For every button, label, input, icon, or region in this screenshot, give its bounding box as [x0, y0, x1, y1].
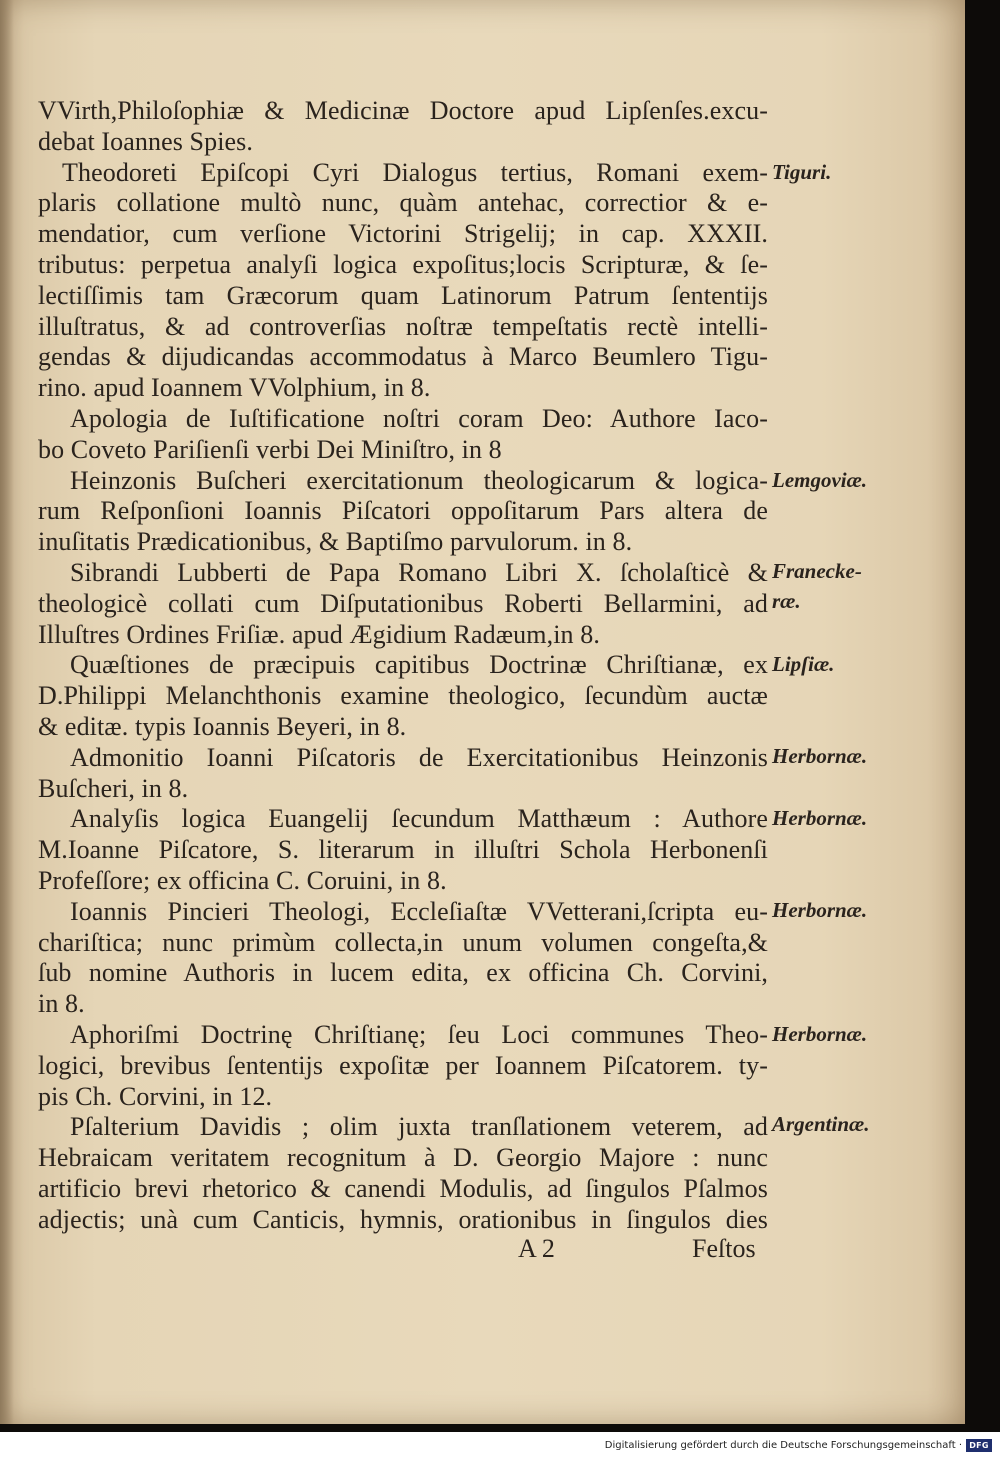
text-line: bo Coveto Pariſienſi verbi Dei Miniſtro, in 8: [38, 434, 502, 464]
margin-note-place: Herbornæ.: [772, 806, 868, 830]
text-line: M.Ioanne Piſcatore, S. literarum in illuſtri Schola Herbonenſi: [38, 835, 768, 865]
text-line: Aphoriſmi Doctrinę Chriſtianę; ſeu Loci communes Theo-: [70, 1019, 768, 1049]
text-line: Theodoreti Epiſcopi Cyri Dialogus tertius, Romani exem-: [62, 157, 768, 187]
text-line: D.Philippi Melanchthonis examine theologico, ſecundùm auctæ: [38, 681, 768, 711]
text-line: Admonitio Ioanni Piſcatoris de Exercitationibus Heinzonis: [70, 742, 768, 772]
text-line: plaris collatione multò nunc, quàm antehac, correctior & e-: [38, 188, 768, 218]
margin-note-place: Tiguri.: [772, 160, 832, 184]
text-line: in 8.: [38, 989, 85, 1019]
text-line: artificio brevi rhetorico & canendi Modulis, ad ſingulos Pſalmos: [38, 1173, 768, 1203]
text-line: debat Ioannes Spies.: [38, 126, 254, 156]
margin-note-place: Franecke-: [772, 559, 862, 583]
text-line: gendas & dijudicandas accommodatus à Marco Beumlero Tigu-: [38, 342, 768, 372]
text-line: Pſalterium Davidis ; olim juxta tranſlationem veterem, ad: [70, 1112, 768, 1142]
margin-note-place: ræ.: [772, 589, 801, 613]
text-line: chariſtica; nunc primùm collecta,in unum volumen congeſta,&: [38, 927, 768, 957]
text-line: Apologia de Iuſtificatione noſtri coram Deo: Authore Iaco-: [70, 403, 768, 433]
dfg-logo-icon: DFG: [966, 1439, 992, 1452]
text-line: Heinzonis Buſcheri exercitationum theologicarum & logica-: [70, 465, 768, 495]
text-line: illuſtratus, & ad controverſias noſtræ tempeſtatis rectè intelli-: [38, 311, 768, 341]
text-line: lectiſſimis tam Græcorum quam Latinorum Patrum ſententijs: [38, 280, 768, 310]
credit-bar: [0, 1432, 1000, 1460]
text-line: mendatior, cum verſione Victorini Strigelij; in cap. XXXII.: [38, 219, 768, 249]
text-line: rum Reſponſioni Ioannis Piſcatori oppoſitarum Pars altera de: [38, 496, 768, 526]
funding-credit: Digitalisierung gefördert durch die Deutsche Forschungsgemeinschaft ·: [604, 1440, 962, 1451]
margin-note-place: Argentinæ.: [772, 1112, 870, 1136]
text-line: theologicè collati cum Diſputationibus Roberti Bellarmini, ad: [38, 588, 768, 618]
text-line: inuſitatis Prædicationibus, & Baptiſmo parvulorum. in 8.: [38, 527, 633, 557]
margin-note-place: Lipſiæ.: [772, 652, 835, 676]
signature-mark: A 2: [518, 1234, 555, 1263]
text-line: pis Ch. Corvini, in 12.: [38, 1081, 273, 1111]
text-line: Sibrandi Lubberti de Papa Romano Libri X. ſcholaſticè &: [70, 557, 768, 587]
main-text: [38, 96, 768, 1235]
text-line: adjectis; unà cum Canticis, hymnis, orationibus in ſingulos dies: [38, 1204, 768, 1234]
text-line: logici, brevibus ſententijs expoſitæ per Ioannem Piſcatorem. ty-: [38, 1050, 768, 1080]
margin-note-place: Herbornæ.: [772, 744, 868, 768]
text-line: Ioannis Pincieri Theologi, Eccleſiaſtæ VVetterani,ſcripta eu-: [70, 896, 768, 926]
text-line: rino. apud Ioannem VVolphium, in 8.: [38, 373, 431, 403]
text-line: Analyſis logica Euangelij ſecundum Matthæum : Authore: [70, 804, 768, 834]
text-line: tributus: perpetua analyſi logica expoſitus;locis Scripturæ, & ſe-: [38, 249, 768, 279]
margin-note-place: Herbornæ.: [772, 1022, 868, 1046]
text-line: & editæ. typis Ioannis Beyeri, in 8.: [38, 711, 407, 741]
text-line: Hebraicam veritatem recognitum à D. Georgio Majore : nunc: [38, 1143, 768, 1173]
margin-note-place: Lemgoviæ.: [772, 468, 868, 492]
text-line: Profeſſore; ex officina C. Coruini, in 8.: [38, 865, 447, 895]
text-line: Buſcheri, in 8.: [38, 773, 189, 803]
catchword: Feſtos: [692, 1234, 756, 1263]
margin-note-place: Herbornæ.: [772, 898, 868, 922]
text-line: Illuſtres Ordines Friſiæ. apud Ægidium Radæum,in 8.: [38, 619, 600, 649]
text-line: Quæſtiones de præcipuis capitibus Doctrinæ Chriſtianæ, ex: [70, 650, 768, 680]
text-line: ſub nomine Authoris in lucem edita, ex officina Ch. Corvini,: [38, 958, 768, 988]
text-line: VVirth,Philoſophiæ & Medicinæ Doctore apud Lipſenſes.excu-: [38, 96, 768, 125]
